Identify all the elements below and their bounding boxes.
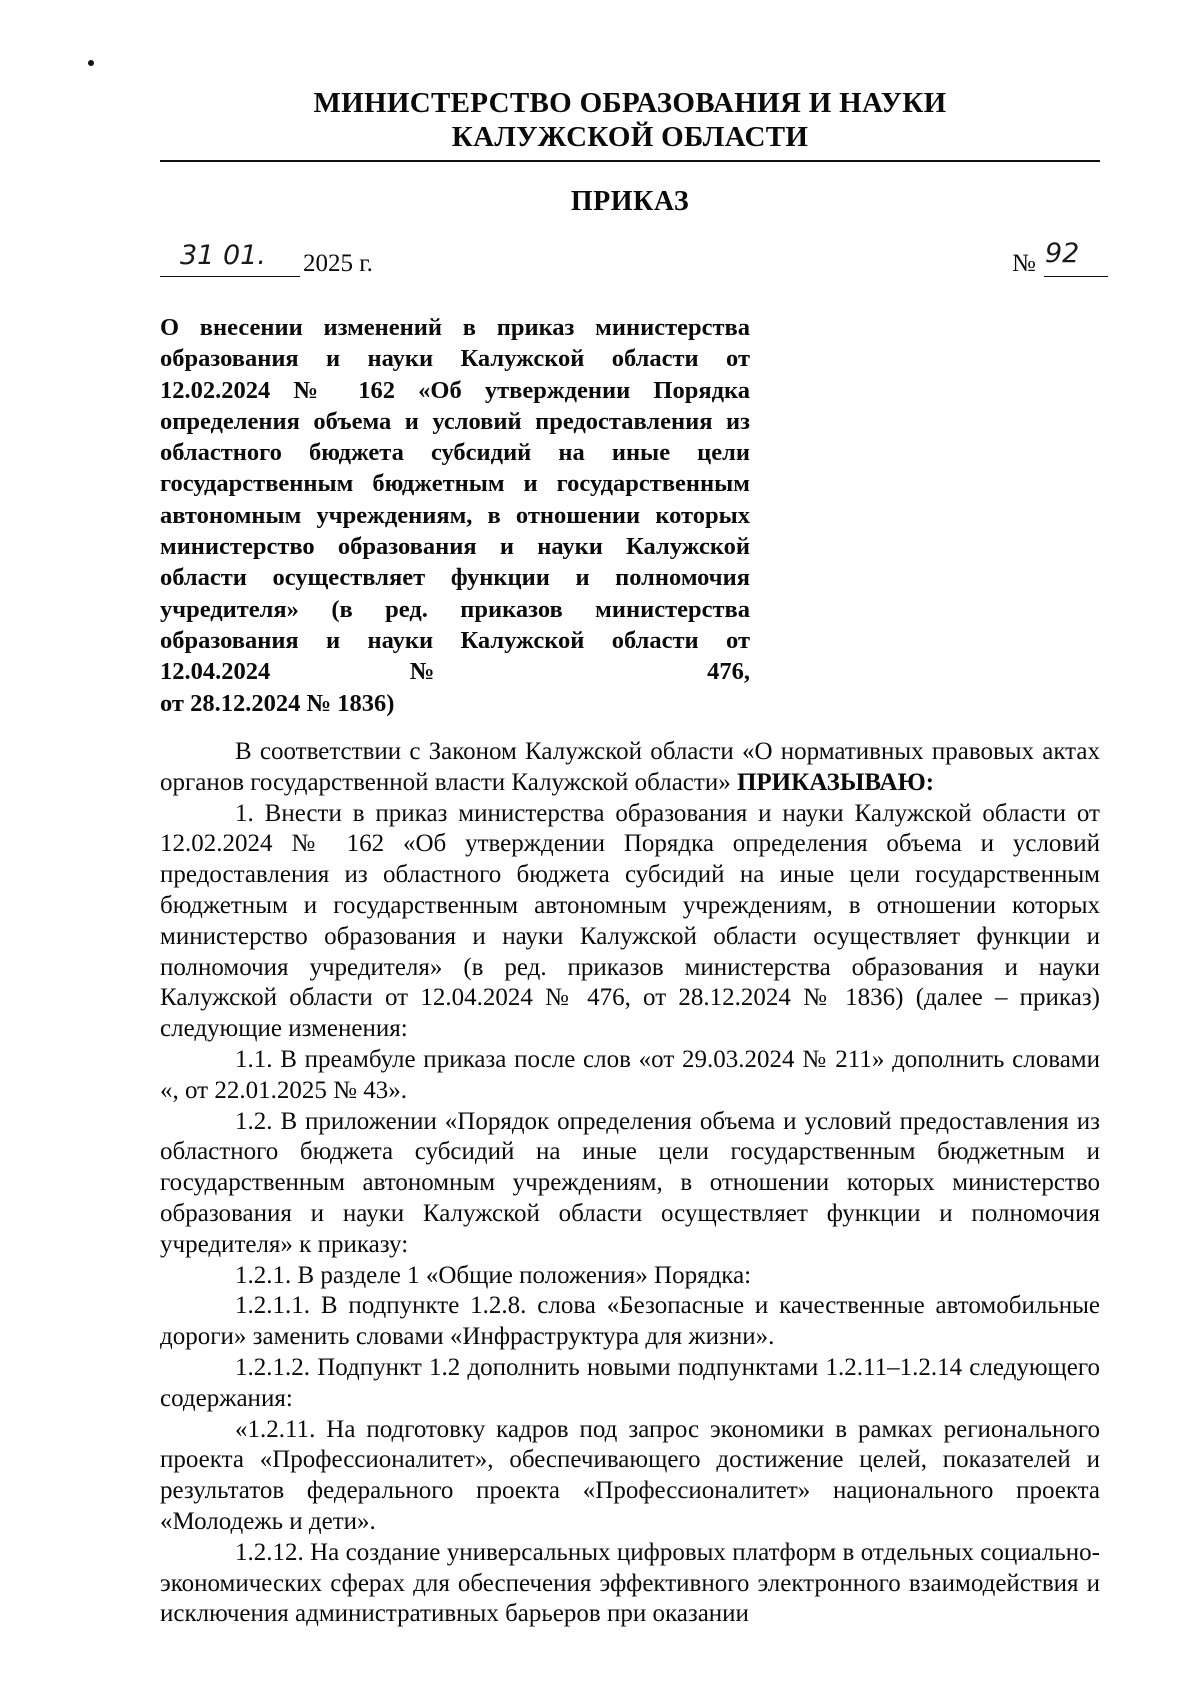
scan-dot-mark: [88, 60, 94, 66]
order-title: [160, 312, 750, 719]
body-paragraph: 1.2. В приложении «Порядок определения объема и условий предоставления из областного бюджета субсидий на иные цели государственным бюджетным и государственным автономным учреждениям, в отношении которых министерство образования и науки Калужской области осуществляет функции и полномочия учредителя» к приказу:: [160, 1107, 1100, 1258]
body-paragraph: 1.1. В преамбуле приказа после слов «от 29.03.2024 № 211» дополнить словами «, от 22.01.2025 № 43».: [160, 1045, 1100, 1104]
preamble-text: В соответствии с Законом Калужской области «О нормативных правовых актах органов государственной власти Калужской области»: [160, 738, 1100, 796]
number-label: №: [1012, 250, 1036, 277]
header-divider: [160, 160, 1100, 162]
body-paragraph: 1.2.1.2. Подпункт 1.2 дополнить новыми подпунктами 1.2.11–1.2.14 следующего содержания:: [160, 1353, 1100, 1412]
date-year: 2025 г.: [303, 250, 373, 277]
handwritten-number: 92: [1045, 238, 1080, 269]
order-body: [160, 737, 1100, 1630]
document-type: ПРИКАЗ: [570, 186, 690, 217]
ministry-name-line2: КАЛУЖСКОЙ ОБЛАСТИ: [451, 121, 809, 153]
preamble-paragraph: [160, 737, 1100, 799]
handwritten-date: 31 01.: [180, 240, 266, 271]
order-title-last-line: от 28.12.2024 № 1836): [160, 689, 395, 717]
order-title-main: О внесении изменений в приказ министерства образования и науки Калужской области от 12.02.2024 № 162 «Об утверждении Порядка определения объема и условий предоставления из областного бюджета субсидий на иные цели государственным бюджетным и государственным автономным учреждениям, в отношении которых министерство образования и науки Калужской области осуществляет функции и полномочия учредителя» (в ред. приказов министерства образования и науки Калужской области от 12.04.2024 № 476,: [160, 314, 750, 686]
body-paragraph: 1.2.12. На создание универсальных цифровых платформ в отдельных социально-экономических сферах для обеспечения эффективного электронного взаимодействия и исключения административных барьеров при оказании: [160, 1538, 1100, 1628]
body-paragraph: 1.2.1.1. В подпункте 1.2.8. слова «Безопасные и качественные автомобильные дороги» заменить словами «Инфраструктура для жизни».: [160, 1292, 1100, 1351]
body-paragraph: 1. Внести в приказ министерства образования и науки Калужской области от 12.02.2024 № 162 «Об утверждении Порядка определения объема и условий предоставления из областного бюджета субсидий на иные цели государственным бюджетным и государственным автономным учреждениям, в отношении которых министерство образования и науки Калужской области осуществляет функции и полномочия учредителя» (в ред. приказов министерства образования и науки Калужской области от 12.04.2024 № 476, от 28.12.2024 № 1836) (далее – приказ) следующие изменения:: [160, 799, 1100, 1043]
body-paragraph: «1.2.11. На подготовку кадров под запрос экономики в рамках регионального проекта «Профессионалитет», обеспечивающего достижение целей, показателей и результатов федерального проекта «Профессионалитет» национального проекта «Молодежь и дети».: [160, 1415, 1100, 1535]
ministry-name-line1: МИНИСТЕРСТВО ОБРАЗОВАНИЯ И НАУКИ: [313, 87, 947, 119]
command-word: ПРИКАЗЫВАЮ:: [736, 768, 935, 796]
body-paragraph: 1.2.1. В разделе 1 «Общие положения» Порядка:: [235, 1261, 752, 1289]
